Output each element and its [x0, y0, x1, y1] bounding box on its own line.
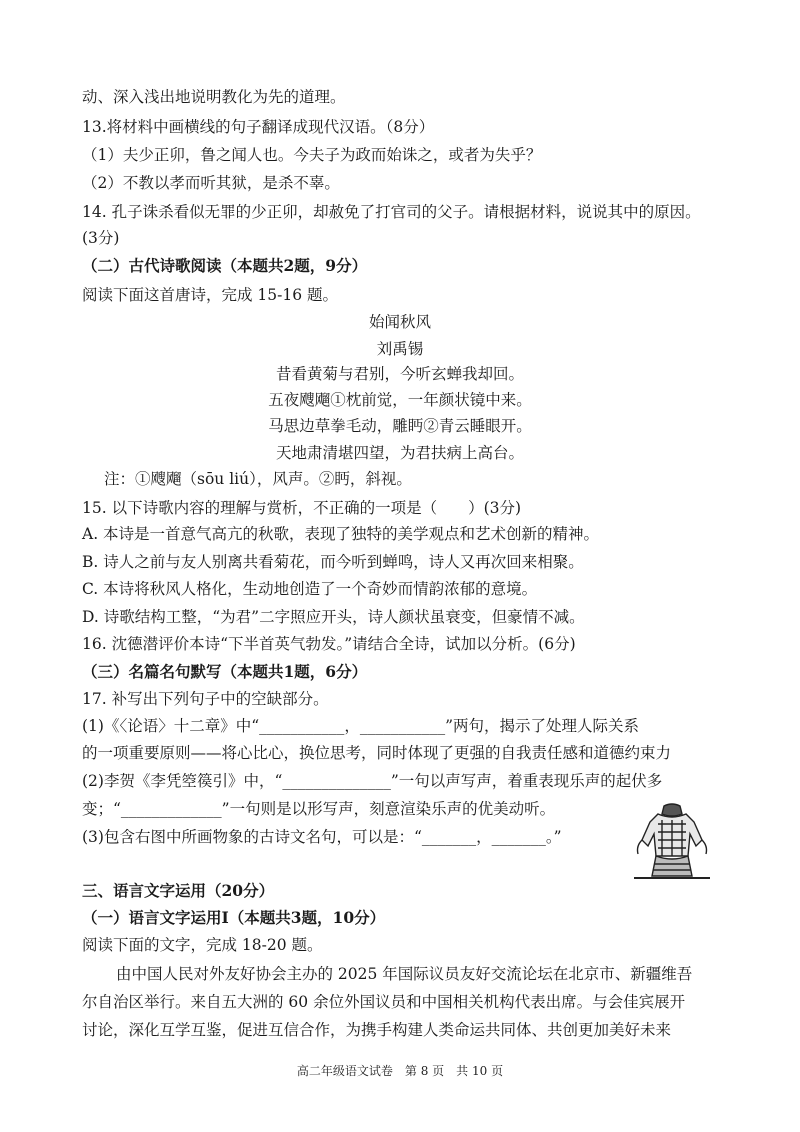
passage-line: 由中国人民对外友好协会主办的 2025 年国际议员友好交流论坛在北京市、新疆维吾 — [116, 965, 693, 983]
text-line: 动、深入浅出地说明教化为先的道理。 — [82, 88, 346, 106]
passage-line: 尔自治区举行。来自五大洲的 60 余位外国议员和中国相关机构代表出席。与会佳宾展开 — [82, 993, 686, 1011]
section-intro-language: 阅读下面的文字，完成 18-20 题。 — [82, 936, 323, 954]
poem-note: 注：①飕飗（sōu liú），风声。②眄，斜视。 — [104, 470, 412, 488]
question-17-item-2: (2)李贺《李凭箜篌引》中，“______________”一句以声写声，着重表现乐声的起伏多 — [82, 772, 663, 790]
question-13-item-2: （2）不教以孝而听其狱，是杀不辜。 — [82, 174, 340, 192]
question-15-option-c: C. 本诗将秋风人格化，生动地创造了一个奇妙而情韵浓郁的意境。 — [82, 580, 538, 598]
question-17-item-1: (1)《〈论语〉十二章》中“___________，___________”两句，揭示了处理人际关系 — [82, 717, 640, 735]
section-heading-recitation: （三）名篇名句默写（本题共1题，6分） — [82, 662, 368, 681]
poem-line: 天地肃清堪四望，为君扶病上高台。 — [275, 444, 524, 462]
question-14: 14. 孔子诛杀看似无罪的少正卯，却赦免了打官司的父子。请根据材料，说说其中的原因。 — [82, 203, 701, 221]
question-13-item-1: （1）夫少正卯，鲁之闻人也。今夫子为政而始诛之，或者为失乎？ — [82, 146, 542, 164]
question-17: 17. 补写出下列句子中的空缺部分。 — [82, 690, 329, 708]
question-15-option-a: A. 本诗是一首意气高亢的秋歌，表现了独特的美学观点和艺术创新的精神。 — [82, 525, 600, 543]
part-heading-language: 三、语言文字运用（20分） — [82, 881, 275, 900]
poem-line: 昔看黄菊与君别，今听玄蝉我却回。 — [275, 365, 524, 383]
poem-line: 马思边草拳毛动，雕眄②青云睡眼开。 — [268, 417, 532, 435]
page-footer: 高二年级语文试卷 第 8 页 共 10 页 — [296, 1064, 504, 1078]
question-14-score: (3分) — [82, 229, 120, 247]
question-16: 16. 沈德潜评价本诗“下半首英气勃发。”请结合全诗，试加以分析。(6分) — [82, 635, 576, 653]
question-15-option-b: B. 诗人之前与友人别离共看菊花，而今听到蝉鸣，诗人又再次回来相聚。 — [82, 553, 584, 571]
question-15: 15. 以下诗歌内容的理解与赏析，不正确的一项是（ ）(3分) — [82, 499, 522, 517]
question-15-option-d: D. 诗歌结构工整，“为君”二字照应开头，诗人颜状虽衰变，但豪情不减。 — [82, 608, 585, 626]
armor-figure-icon — [628, 800, 716, 882]
question-17-item-2-cont: 变；“_____________”一句则是以形写声，刻意渲染乐声的优美动听。 — [82, 800, 556, 818]
poem-line: 五夜飕飗①枕前觉，一年颜状镜中来。 — [268, 391, 532, 409]
question-13: 13.将材料中画横线的句子翻译成现代汉语。（8分） — [82, 118, 435, 136]
question-17-item-1-cont: 的一项重要原则——将心比心，换位思考，同时体现了更强的自我责任感和道德约束力 — [82, 744, 672, 762]
poem-author: 刘禹锡 — [376, 340, 424, 358]
section-heading-poetry: （二）古代诗歌阅读（本题共2题，9分） — [82, 256, 368, 275]
passage-line: 讨论，深化互学互鉴，促进互信合作，为携手构建人类命运共同体、共创更加美好未来 — [82, 1021, 672, 1039]
question-17-item-3: (3)包含右图中所画物象的古诗文名句，可以是：“_______，_______。” — [82, 828, 562, 846]
section-intro-poetry: 阅读下面这首唐诗，完成 15-16 题。 — [82, 286, 339, 304]
section-heading-language-1: （一）语言文字运用Ⅰ（本题共3题，10分） — [82, 908, 386, 927]
poem-title: 始闻秋风 — [368, 313, 431, 331]
